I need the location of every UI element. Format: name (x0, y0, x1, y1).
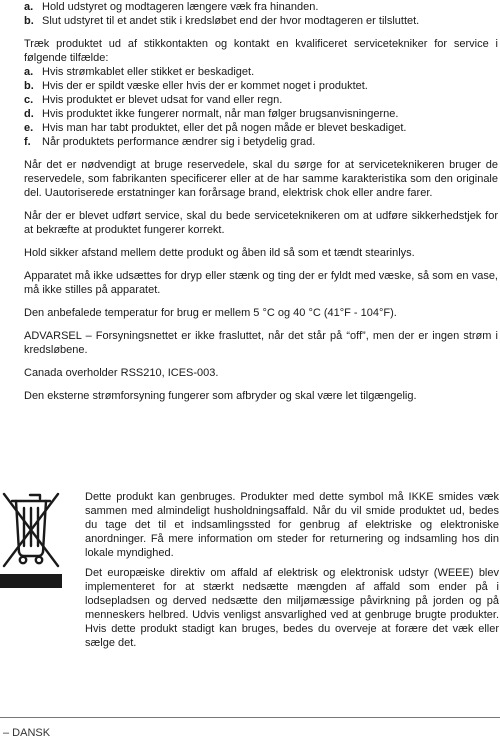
interference-list (24, 0, 498, 28)
list-letter: c. (24, 94, 34, 106)
list-letter: a. (24, 66, 34, 78)
list-item (24, 79, 498, 93)
open-flame-paragraph: Hold sikker afstand mellem dette produkt og åben ild så som et tændt stearinlys. (24, 247, 415, 259)
list-item (24, 0, 498, 14)
service-list (24, 65, 498, 149)
list-item (24, 14, 498, 28)
footer-divider (0, 717, 500, 718)
list-text: Hold udstyret og modtageren længere væk fra hinanden. (42, 1, 319, 13)
list-text: Hvis produktet er blevet udsat for vand eller regn. (42, 94, 283, 106)
list-letter: f. (24, 136, 31, 148)
list-text: Når produktets performance ændrer sig i betydelig grad. (42, 136, 316, 148)
list-letter: d. (24, 108, 34, 120)
liquid-warning-paragraph: Apparatet må ikke udsættes for dryp eller stænk og ting der er fyldt med væske, så som en vase, må ikke stilles på apparatet. (24, 270, 498, 296)
list-item (24, 107, 498, 121)
list-item (24, 93, 498, 107)
list-item (24, 121, 498, 135)
weee-directive-paragraph: Det europæiske direktiv om affald af elektrisk og elektronisk udstyr (WEEE) blev implementeret for at stærkt nedsætte mængden af affald som ender på i lodsepladsen og derved nedsætte den miljømæssige påvirkning på jorden og på menneskers helbred. Udvis venligst ansvarlighed ved at genbruge brugte produkter. Hvis dette produkt stadigt kan bruges, bedes du overveje at forære det væk eller sælge det. (85, 567, 499, 649)
list-letter: e. (24, 122, 34, 134)
list-text: Slut udstyret til et andet stik i kredsløbet end der hvor modtageren er tilsluttet. (42, 15, 420, 27)
list-text: Hvis man har tabt produktet, eller det på nogen måde er blevet beskadiget. (42, 122, 407, 134)
weee-section (0, 490, 500, 690)
list-letter: b. (24, 80, 34, 92)
list-text: Hvis produktet ikke fungerer normalt, når man følger brugsanvisningerne. (42, 108, 399, 120)
content-column (24, 0, 498, 403)
power-supply-paragraph: Den eksterne strømforsyning fungerer som afbryder og skal være let tilgængelig. (24, 390, 417, 402)
list-letter: b. (24, 15, 34, 27)
list-item (24, 135, 498, 149)
list-text: Hvis der er spildt væske eller hvis der er kommet noget i produktet. (42, 80, 368, 92)
warning-paragraph: ADVARSEL – Forsyningsnettet er ikke frasluttet, når det står på “off”, men der er ingen strøm i kredsløbene. (24, 330, 498, 356)
recycling-paragraph: Dette produkt kan genbruges. Produkter med dette symbol må IKKE smides væk sammen med almindeligt husholdningsaffald. Når du vil smide produktet ud, bedes du tage det til et indsamlingssted for genbrug af elektriske og elektroniske anordninger. Få mere information om steder for returnering og indsamling hos din lokale myndighed. (85, 491, 499, 559)
weee-text-block (85, 490, 499, 650)
spare-parts-paragraph: Når det er nødvendigt at bruge reservedele, skal du sørge for at serviceteknikeren bruger de reservedele, som fabrikanten specificerer eller at de har samme karakteristika som den originale del. Uautoriserede erstatninger kan forårsage brand, elektrisk chok eller andre farer. (24, 159, 498, 199)
service-intro: Træk produktet ud af stikkontakten og kontakt en kvalificeret servicetekniker for service i følgende tilfælde: (24, 38, 498, 64)
temperature-paragraph: Den anbefalede temperatur for brug er mellem 5 °C og 40 °C (41°F - 104°F). (24, 307, 397, 319)
safety-check-paragraph: Når der er blevet udført service, skal du bede serviceteknikeren om at udføre sikkerhedstjek for at bekræfte at produktet fungerer korrekt. (24, 210, 498, 236)
list-text: Hvis strømkablet eller stikket er beskadiget. (42, 66, 255, 78)
list-letter: a. (24, 1, 34, 13)
list-item (24, 65, 498, 79)
canada-compliance-paragraph: Canada overholder RSS210, ICES-003. (24, 367, 219, 379)
weee-crossed-bin-icon (0, 490, 62, 590)
footer-language-label: – DANSK (3, 727, 51, 739)
